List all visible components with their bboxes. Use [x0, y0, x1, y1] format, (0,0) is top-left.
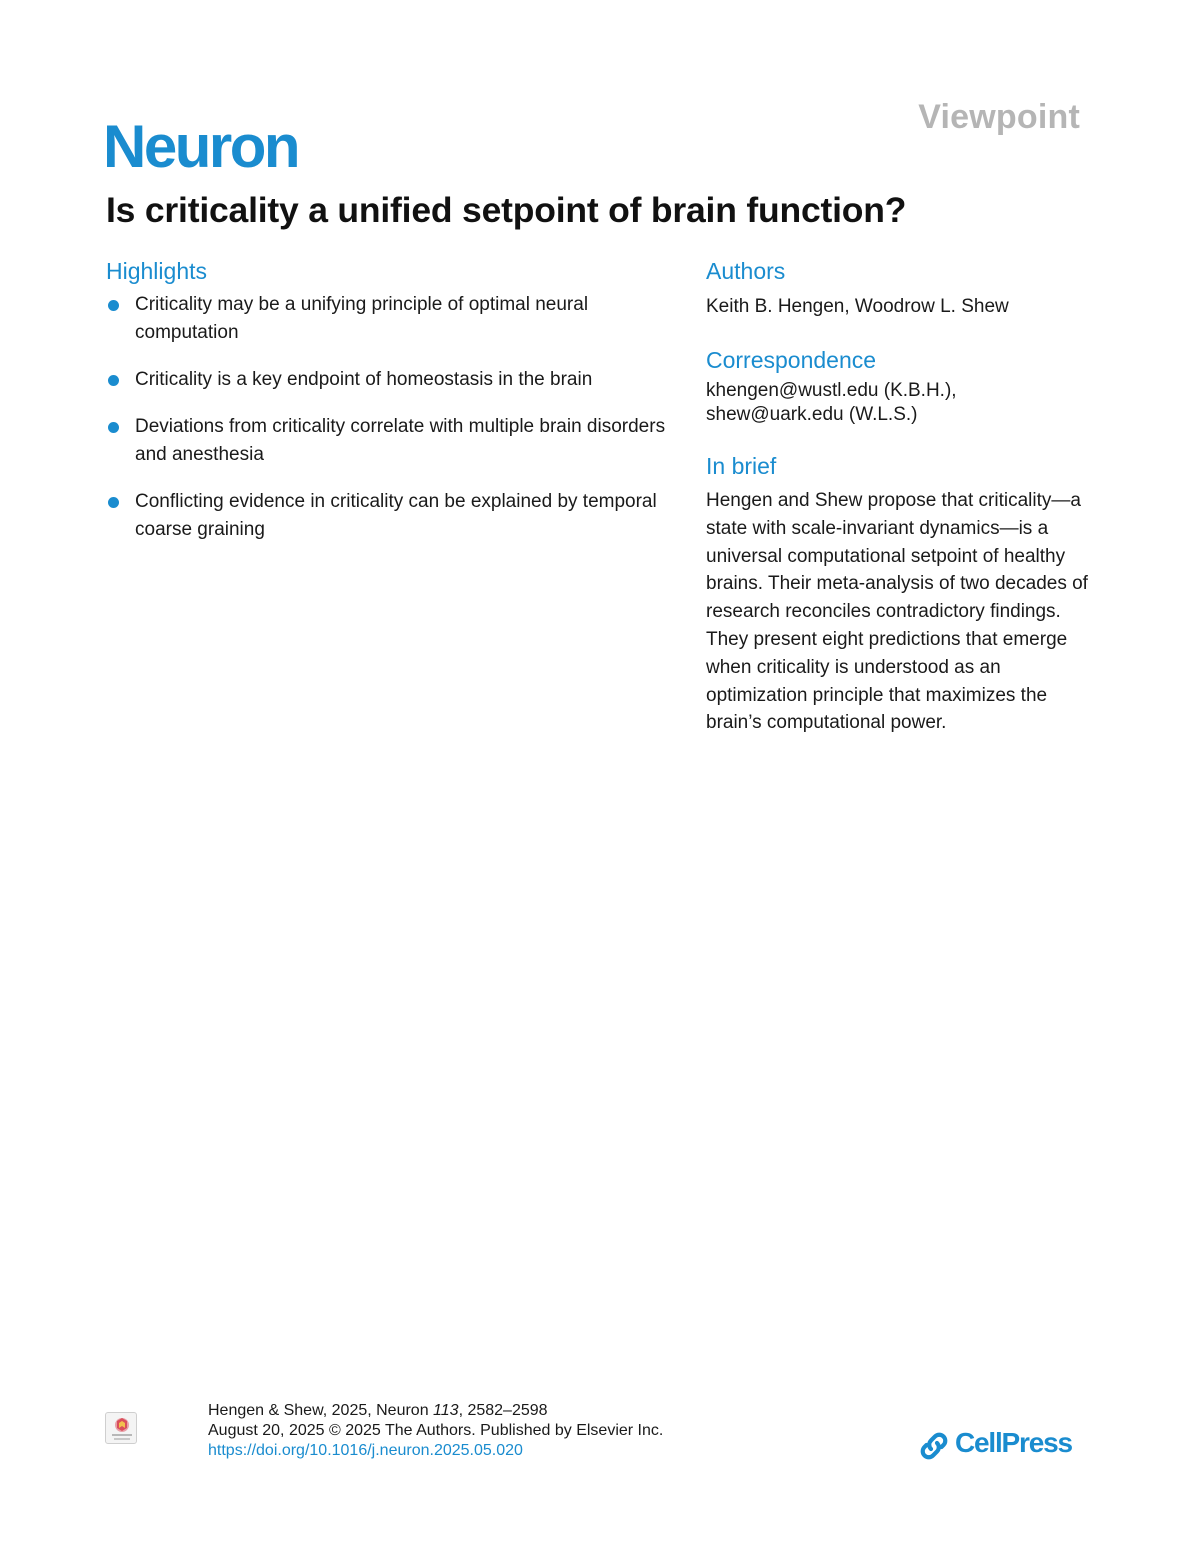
highlight-item — [106, 366, 666, 394]
highlights-heading: Highlights — [106, 258, 207, 284]
cellpress-link-icon — [918, 1430, 950, 1462]
highlight-text: Deviations from criticality correlate with multiple brain disorders and anesthesia — [135, 416, 666, 465]
in-brief-heading: In brief — [706, 453, 777, 479]
bullet-icon — [108, 375, 119, 386]
publication-date-line: August 20, 2025 © 2025 The Authors. Published by Elsevier Inc. — [208, 1422, 664, 1439]
highlight-item — [106, 291, 666, 347]
article-type-label: Viewpoint — [918, 98, 1080, 136]
highlights-list — [106, 291, 666, 563]
bullet-icon — [108, 497, 119, 508]
highlight-item — [106, 488, 666, 544]
correspondence-emails — [706, 379, 957, 427]
citation-line — [208, 1401, 663, 1421]
bullet-icon — [108, 300, 119, 311]
journal-name: Neuron — [103, 113, 298, 180]
citation-block — [208, 1401, 663, 1461]
authors-heading: Authors — [706, 258, 786, 284]
citation-prefix: Hengen & Shew, 2025, Neuron — [208, 1402, 434, 1419]
check-for-updates-icon[interactable] — [105, 1412, 137, 1444]
citation-pages: , 2582–2598 — [458, 1402, 548, 1419]
bullet-icon — [108, 422, 119, 433]
highlight-text: Criticality may be a unifying principle of optimal neural computation — [135, 294, 589, 343]
cellpress-logo[interactable] — [918, 1428, 1083, 1462]
in-brief-text: Hengen and Shew propose that criticality—a state with scale-invariant dynamics—is a universal computational setpoint of healthy brains. Their meta-analysis of two decades of research reconciles contradictory findings. They present eight predictions that emerge when criticality is understood as an optimization principle that maximizes the brain’s computational power. — [706, 490, 1088, 734]
article-title: Is criticality a unified setpoint of brain function? — [106, 190, 907, 230]
correspondence-heading: Correspondence — [706, 347, 877, 373]
doi-link[interactable]: https://doi.org/10.1016/j.neuron.2025.05.020 — [208, 1442, 523, 1459]
citation-volume: 113 — [433, 1402, 459, 1419]
author-names: Keith B. Hengen, Woodrow L. Shew — [706, 296, 1009, 317]
publisher-name: CellPress — [955, 1427, 1072, 1458]
email-link-shew[interactable]: shew@uark.edu (W.L.S.) — [706, 404, 918, 425]
highlight-item — [106, 413, 666, 469]
email-link-hengen[interactable]: khengen@wustl.edu (K.B.H.), — [706, 380, 957, 401]
highlight-text: Criticality is a key endpoint of homeostasis in the brain — [135, 369, 593, 390]
highlight-text: Conflicting evidence in criticality can be explained by temporal coarse graining — [135, 491, 657, 540]
